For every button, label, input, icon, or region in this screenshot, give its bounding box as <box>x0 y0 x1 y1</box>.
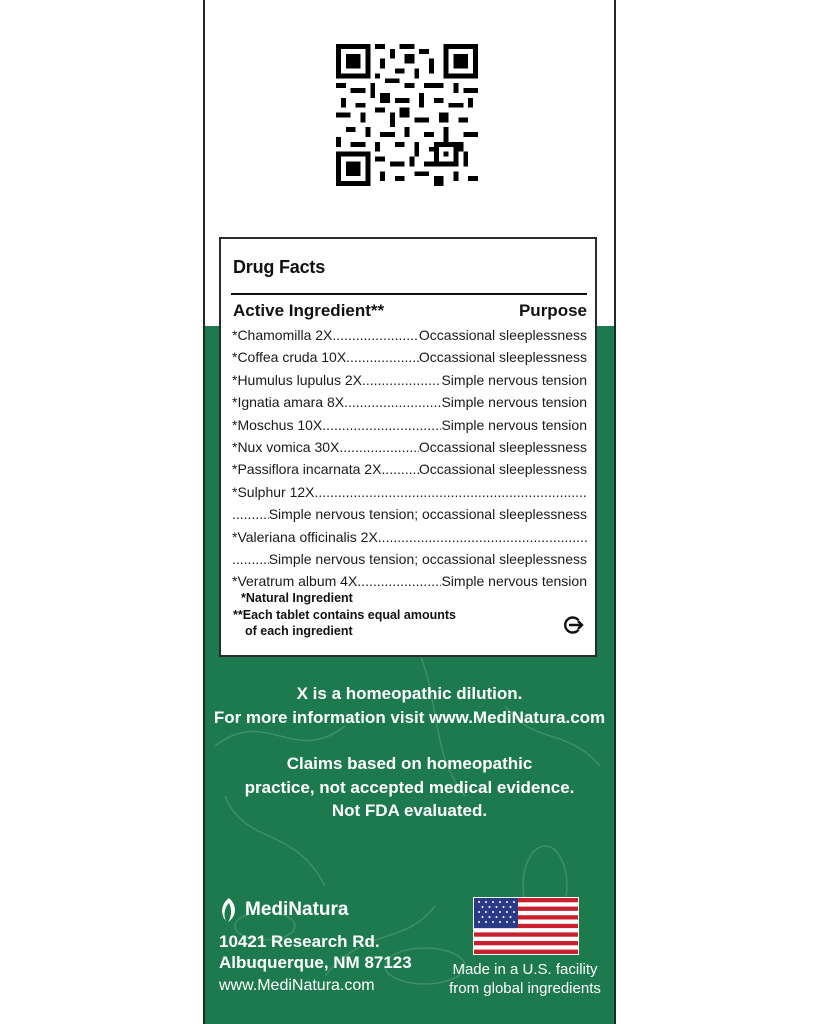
ingredient-name: *Valeriana officinalis 2X <box>232 528 378 545</box>
company-website[interactable]: www.MediNatura.com <box>219 977 375 994</box>
made-in-line-2: from global ingredients <box>449 980 601 997</box>
ingredient-name: *Chamomilla 2X <box>232 327 333 343</box>
claims-disclaimer <box>205 752 614 823</box>
ingredient-purpose: Simple nervous tension <box>441 394 587 411</box>
ingredient-purpose: Occassional sleeplessness <box>418 438 587 455</box>
ingredient-row-continuation <box>232 506 587 528</box>
ingredient-name: *Sulphur 12X <box>232 483 315 500</box>
ingredient-row <box>232 349 587 371</box>
ingredient-row <box>232 372 587 394</box>
drug-facts-rule <box>231 293 587 295</box>
ingredient-row <box>232 327 587 349</box>
leaf-logo-icon <box>219 897 239 923</box>
ingredient-purpose: Occassional sleeplessness <box>418 327 587 343</box>
ingredient-purpose: Simple nervous tension; occassional sleeplessness <box>268 550 587 567</box>
ingredient-purpose: Simple nervous tension <box>441 416 587 433</box>
natural-ingredient-note: *Natural Ingredient <box>241 591 353 605</box>
ingredient-row <box>232 461 587 483</box>
ingredient-list <box>232 327 587 596</box>
dilution-info <box>205 682 614 729</box>
made-in-usa-note <box>440 960 610 998</box>
ingredient-purpose: Occassional sleeplessness <box>418 461 587 478</box>
continue-arrow-icon <box>563 614 585 636</box>
us-flag-icon <box>473 897 579 955</box>
ingredient-row-continuation <box>232 551 587 573</box>
company-logo <box>219 897 348 923</box>
more-info-line: For more information visit www.MediNatura.com <box>213 707 606 727</box>
drug-facts-box <box>219 237 597 657</box>
ingredient-name: *Nux vomica 30X <box>232 438 340 455</box>
qr-code[interactable] <box>336 44 478 186</box>
active-ingredient-heading: Active Ingredient** <box>233 301 385 320</box>
ingredient-name: *Passiflora incarnata 2X <box>232 461 382 478</box>
ingredient-row <box>232 484 587 506</box>
address-city: Albuquerque, NM 87123 <box>219 953 412 972</box>
ingredient-purpose: Simple nervous tension <box>441 371 587 388</box>
claims-line-1: Claims based on homeopathic <box>286 754 533 773</box>
purpose-heading: Purpose <box>518 301 587 320</box>
drug-facts-title: Drug Facts <box>233 257 326 277</box>
panel-edge-right <box>614 0 616 1024</box>
equal-amounts-note: **Each tablet contains equal amounts <box>233 607 456 622</box>
ingredient-name: *Humulus lupulus 2X <box>232 371 362 388</box>
address-street: 10421 Research Rd. <box>219 932 380 951</box>
ingredient-row <box>232 394 587 416</box>
brand-name: MediNatura <box>245 899 349 920</box>
dilution-line: X is a homeopathic dilution. <box>296 684 523 703</box>
ingredient-purpose: Simple nervous tension <box>441 573 587 590</box>
claims-line-2: practice, not accepted medical evidence. <box>244 777 575 797</box>
drug-facts-header <box>233 301 587 321</box>
ingredient-name: *Veratrum album 4X <box>232 573 358 590</box>
ingredient-name: *Ignatia amara 8X <box>232 394 345 411</box>
made-in-line-1: Made in a U.S. facility <box>452 961 598 978</box>
ingredient-name: *Coffea cruda 10X <box>232 349 347 366</box>
ingredient-row <box>232 439 587 461</box>
equal-amounts-note-cont: of each ingredient <box>245 624 353 638</box>
ingredient-row <box>232 417 587 439</box>
ingredient-notes <box>233 590 456 640</box>
ingredient-row <box>232 529 587 551</box>
claims-line-3: Not FDA evaluated. <box>331 801 488 820</box>
ingredient-purpose: Simple nervous tension; occassional sleeplessness <box>268 506 587 523</box>
ingredient-name: *Moschus 10X <box>232 416 323 433</box>
ingredient-purpose: Occassional sleeplessness <box>418 349 587 366</box>
